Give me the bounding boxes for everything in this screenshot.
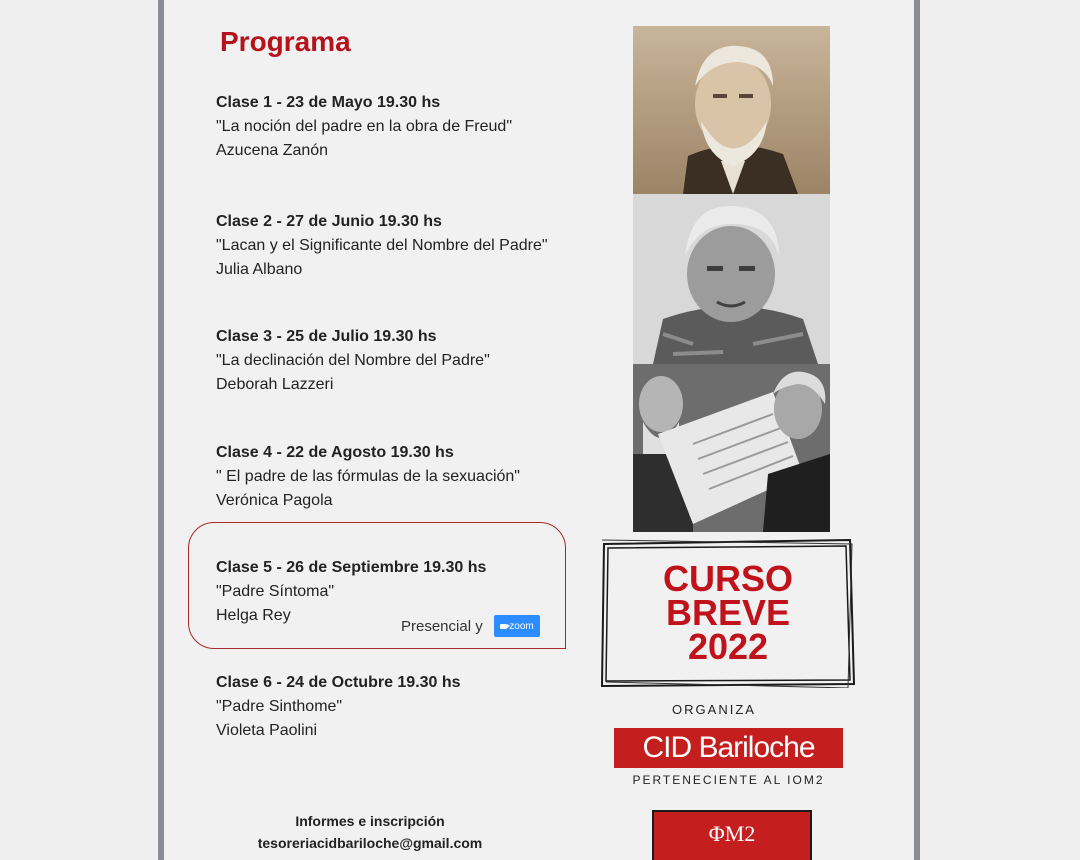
zoom-label: zoom <box>509 620 534 632</box>
class-speaker: Deborah Lazzeri <box>216 376 334 393</box>
class-heading: Clase 1 - 23 de Mayo 19.30 hs <box>216 94 441 111</box>
class-topic: " El padre de las fórmulas de la sexuación" <box>216 468 520 485</box>
modality-text: Presencial y <box>401 618 483 635</box>
class-heading: Clase 2 - 27 de Junio 19.30 hs <box>216 213 442 230</box>
class-1 <box>216 91 512 163</box>
class-speaker: Violeta Paolini <box>216 722 318 739</box>
iom2-logo: ΦM2 <box>652 810 812 860</box>
course-title-line1: CURSO <box>662 558 793 599</box>
program-title: Programa <box>220 26 351 57</box>
course-title <box>600 558 856 667</box>
class-6 <box>216 671 461 743</box>
class-speaker: Julia Albano <box>216 261 303 278</box>
camera-icon <box>500 624 507 629</box>
class-heading: Clase 3 - 25 de Julio 19.30 hs <box>216 328 437 345</box>
class-4 <box>216 441 520 513</box>
organizer-affiliation: PERTENECIENTE AL IOM2 <box>632 773 825 787</box>
course-title-line2: BREVE <box>665 592 791 633</box>
organizer-label: ORGANIZA <box>672 702 756 717</box>
class-topic: "Lacan y el Significante del Nombre del Padre" <box>216 237 548 254</box>
class-heading: Clase 4 - 22 de Agosto 19.30 hs <box>216 444 454 461</box>
contact-label: Informes e inscripción <box>295 813 445 829</box>
class-3 <box>216 325 490 397</box>
page-border-right <box>914 0 920 860</box>
class-heading: Clase 5 - 26 de Septiembre 19.30 hs <box>216 559 487 576</box>
class-speaker: Helga Rey <box>216 607 291 624</box>
contact-email[interactable]: tesoreriacidbariloche@gmail.com <box>257 835 483 851</box>
portrait-photo-sepia <box>633 26 830 194</box>
portrait-photo-bw <box>633 194 830 364</box>
collage-photo-bw <box>633 364 830 532</box>
zoom-logo <box>494 615 540 637</box>
class-2 <box>216 210 548 282</box>
class-topic: "Padre Síntoma" <box>216 583 335 600</box>
class-speaker: Verónica Pagola <box>216 492 333 509</box>
class-heading: Clase 6 - 24 de Octubre 19.30 hs <box>216 674 461 691</box>
class-speaker: Azucena Zanón <box>216 142 329 159</box>
class-topic: "Padre Sinthome" <box>216 698 343 715</box>
class-topic: "La noción del padre en la obra de Freud" <box>216 118 513 135</box>
course-title-line3: 2022 <box>687 626 769 667</box>
class-topic: "La declinación del Nombre del Padre" <box>216 352 490 369</box>
contact-block <box>220 810 520 854</box>
organizer-logo: CID Bariloche <box>614 728 843 768</box>
